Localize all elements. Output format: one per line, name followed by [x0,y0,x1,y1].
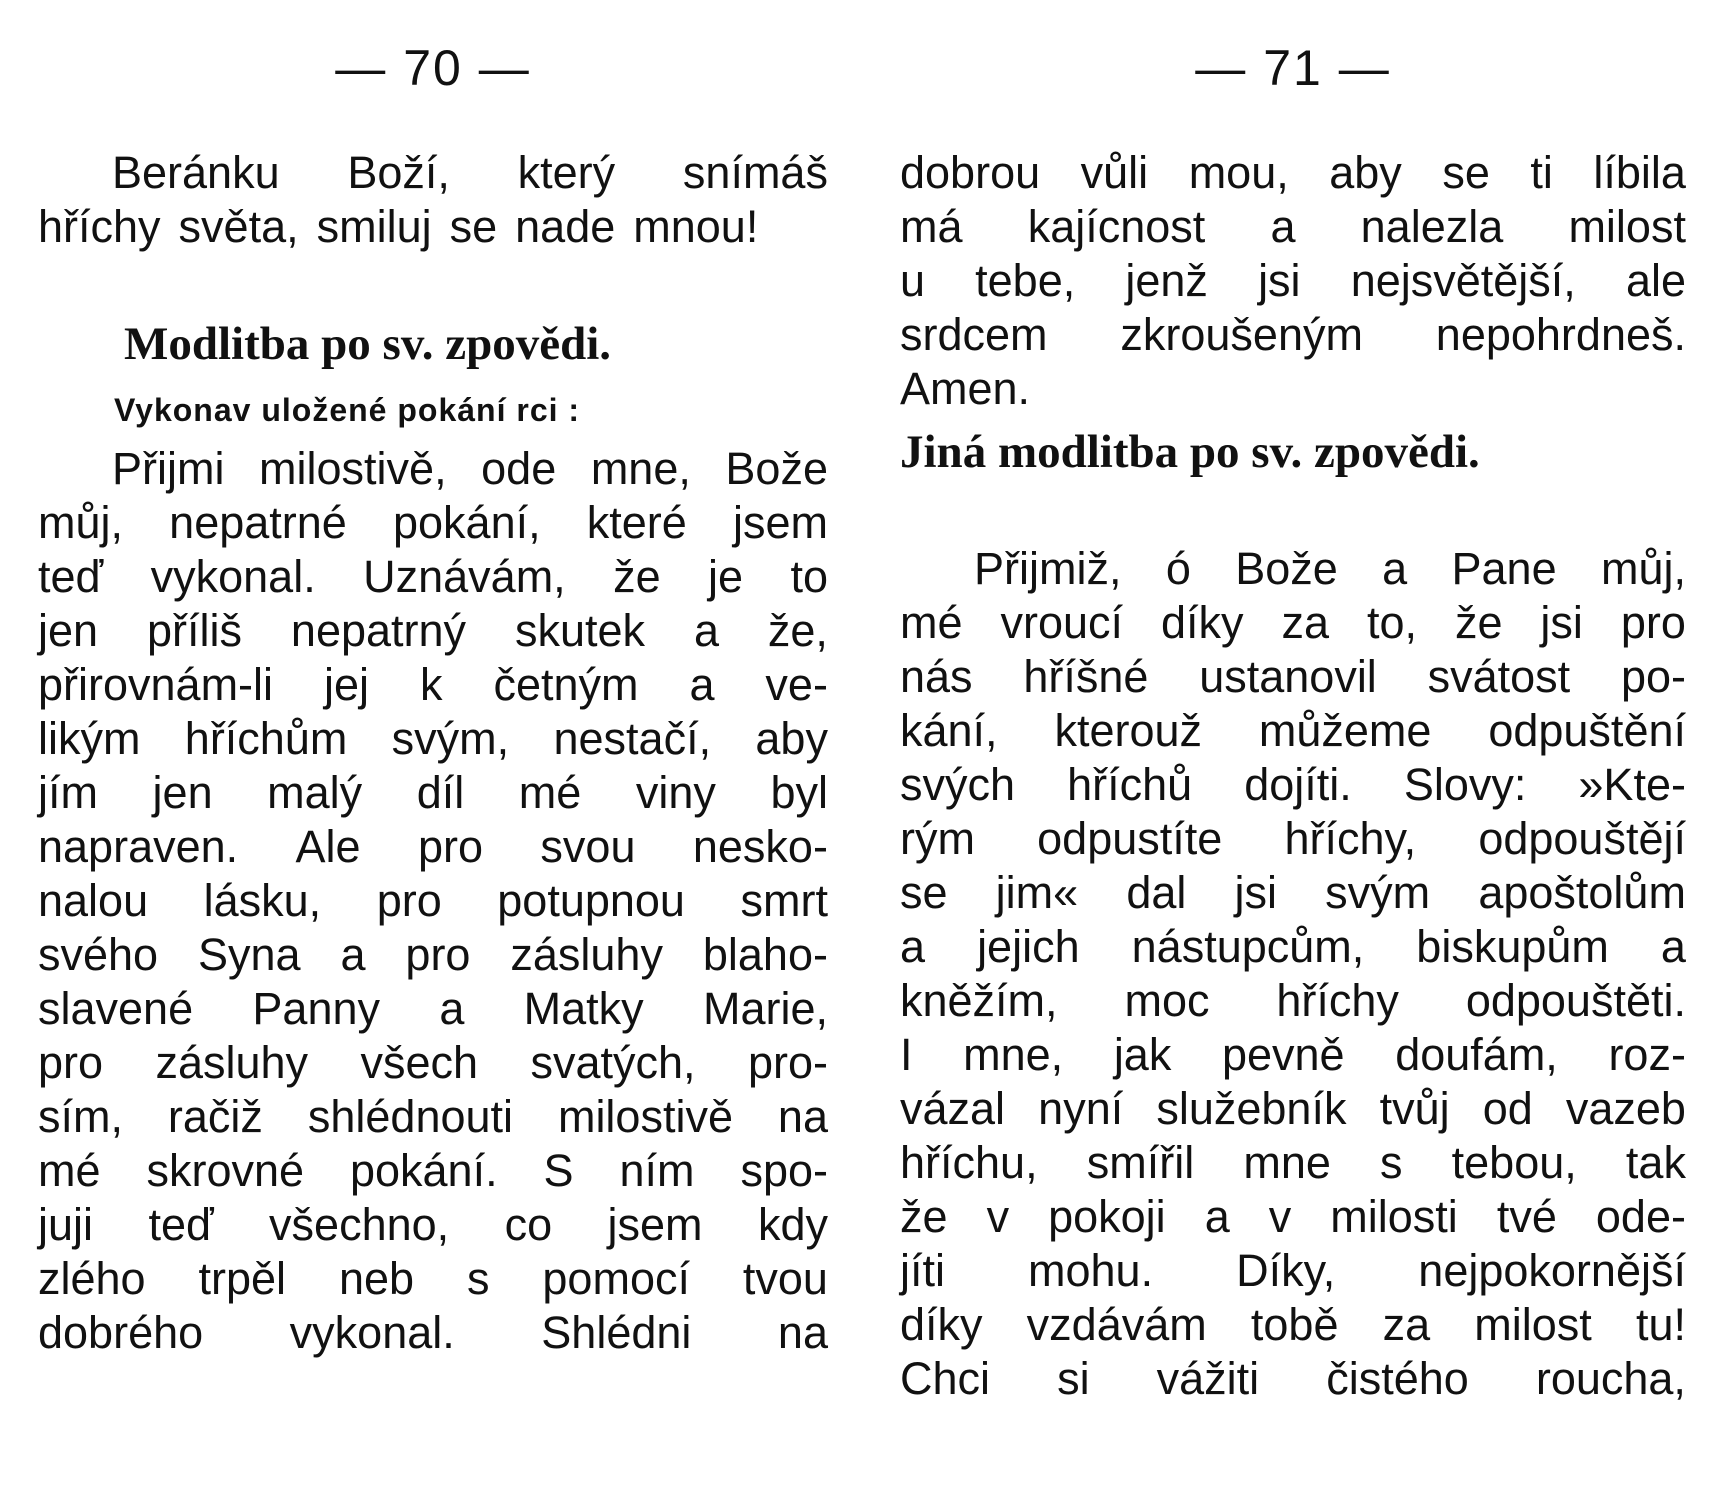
word: snímáš [682,147,828,198]
text-line [38,1252,828,1306]
word: S [543,1145,574,1196]
word: ode- [1595,1191,1686,1242]
word: jen [38,605,99,656]
word: jej [324,659,370,710]
word: jak [1113,1029,1172,1080]
word: a [1270,201,1296,252]
word: jím [38,767,98,818]
word: sím, [38,1091,123,1142]
word: že [900,1191,948,1242]
word: se [449,201,498,252]
word: pro- [747,1037,828,1088]
left-intro-paragraph [38,146,828,254]
word: svým [1325,867,1431,918]
word: Matky [523,983,644,1034]
word: Chci [900,1353,991,1404]
word: nepatrné [169,497,347,548]
text-line [900,254,1686,308]
word: pro [376,875,442,926]
word: a [693,605,719,656]
word: pokání, [392,497,541,548]
word: nejsvětější, [1350,255,1576,306]
word: račiž [167,1091,263,1142]
rubric-instruction: Vykonav uložené pokání rci : [114,392,581,428]
text-line [900,1190,1686,1244]
word: mou, [1188,147,1289,198]
word: mé [518,767,582,818]
word: shlédnouti [307,1091,514,1142]
word: nalezla [1360,201,1504,252]
text-line [900,1028,1686,1082]
word: díky [900,1299,983,1350]
word: apoštolům [1478,867,1686,918]
word: skutek [514,605,646,656]
word: a [900,921,926,972]
word: nade [515,201,616,252]
word: se [900,867,948,918]
left-page [38,0,828,1500]
word: nástupcům, [1131,921,1365,972]
word: potupnou [497,875,685,926]
word: a [1660,921,1686,972]
text-line [38,1090,828,1144]
word: Beránku [112,147,280,198]
word: kajícnost [1027,201,1206,252]
word: tvůj [1379,1083,1450,1134]
word: »Kte- [1578,759,1686,810]
word: kdy [757,1199,828,1250]
word: smrt [740,875,828,926]
text-line [38,1306,828,1360]
word: všech [360,1037,479,1088]
word: neb [338,1253,415,1304]
word: pomocí [542,1253,690,1304]
word: svatých, [530,1037,696,1088]
text-line [38,928,828,982]
right-body-paragraph [900,542,1686,1406]
word: nejpokornější [1418,1245,1686,1296]
left-section-heading: Modlitba po sv. zpovědi. [124,318,612,370]
word: který [517,147,616,198]
word: můj, [38,497,124,548]
word: hříchy [38,201,161,252]
word: svou [540,821,636,872]
text-line [900,650,1686,704]
text-line [38,766,828,820]
word: se [1442,147,1490,198]
word: zásluhy [510,929,663,980]
text-line [900,542,1686,596]
word: nyní [1038,1083,1124,1134]
text-line [900,362,1686,416]
text-line [38,604,828,658]
word: díl [416,767,465,818]
word: Uznávám, [363,551,566,602]
word: dobrého [38,1307,204,1358]
word: tvé [1496,1191,1557,1242]
word: jsi [1234,867,1278,918]
word: Díky, [1236,1245,1336,1296]
word: líbila [1593,147,1686,198]
word: svého [38,929,159,980]
text-line [38,820,828,874]
word: Bože [725,443,828,494]
word: ním [619,1145,695,1196]
word: blaho- [702,929,828,980]
word: milostivě, [259,443,447,494]
word: odpouštějí [1478,813,1686,864]
word: vazeb [1565,1083,1686,1134]
word: jim« [995,867,1079,918]
text-line [38,874,828,928]
word: pevně [1221,1029,1345,1080]
word: díky [1160,597,1244,648]
word: svým, [391,713,510,764]
word: pro [417,821,484,872]
text-line [900,974,1686,1028]
word: a [340,929,366,980]
word: odpustíte [1037,813,1223,864]
word: doufám, [1395,1029,1558,1080]
word: Shlédni [541,1307,692,1358]
word: že [1454,597,1503,648]
text-line [900,812,1686,866]
word: jejich [977,921,1080,972]
left-body-paragraph [38,442,828,1360]
word: teď [38,551,104,602]
text-line [38,658,828,712]
word: s [1380,1137,1403,1188]
word: jíti [900,1245,945,1296]
right-section-heading: Jiná modlitba po sv. zpovědi. [900,426,1480,478]
text-line [900,308,1686,362]
word: v [1268,1191,1292,1242]
word: nepohrdneš. [1435,309,1686,360]
word: Bože [1235,543,1338,594]
word: vykonal. [289,1307,455,1358]
word: nestačí, [553,713,712,764]
text-line [900,200,1686,254]
word: kterouž [1054,705,1203,756]
word: svých [900,759,1016,810]
word: spo- [740,1145,828,1196]
word: milosti [1330,1191,1458,1242]
word: jsem [607,1199,703,1250]
word: můžeme [1258,705,1432,756]
word: mé [38,1145,101,1196]
word: mne [1243,1137,1331,1188]
word: četným [493,659,639,710]
text-line [38,712,828,766]
text-line [38,496,828,550]
text-line [900,704,1686,758]
word: má [900,201,963,252]
word: svátost [1427,651,1571,702]
word: u [900,255,926,306]
word: na [777,1307,828,1358]
word: aby [1329,147,1402,198]
word: srdcem [900,309,1048,360]
word: pro [405,929,471,980]
word: hříšné [1023,651,1149,702]
text-line [900,1082,1686,1136]
word: nalou [38,875,149,926]
word: Boží, [347,147,450,198]
word: Pane [1451,543,1557,594]
word: smiluj [316,201,432,252]
word: to, [1366,597,1417,648]
word: po- [1620,651,1686,702]
word: Přijmi [112,443,225,494]
word: a [689,659,715,710]
word: Ale [295,821,361,872]
word: mohu. [1028,1245,1154,1296]
text-line [38,442,828,496]
word: si [1057,1353,1090,1404]
word: v [986,1191,1010,1242]
word: likým [38,713,141,764]
word: to [790,551,828,602]
word: ti [1530,147,1553,198]
word: jsi [1540,597,1583,648]
word: rým [900,813,975,864]
word: I [900,1029,913,1080]
text-line [900,146,1686,200]
text-line [900,596,1686,650]
word: milostivě [557,1091,733,1142]
word: služebník [1156,1083,1347,1134]
word: Syna [198,929,301,980]
text-line [900,866,1686,920]
word: zásluhy [155,1037,309,1088]
word: biskupům [1416,921,1609,972]
word: aby [755,713,828,764]
word: jsi [1258,255,1301,306]
page-number-right: — 71 — [1195,40,1391,96]
word: moc [1124,975,1210,1026]
word: hříchům [184,713,348,764]
word: ó [1165,543,1191,594]
word: hříchu, [900,1137,1038,1188]
word: nepatrný [290,605,467,656]
word: je [708,551,744,602]
word: slavené [38,983,194,1034]
word: nesko- [692,821,828,872]
word: čistého [1326,1353,1469,1404]
word: přirovnám-li [38,659,274,710]
word: pokoji [1048,1191,1166,1242]
word: příliš [146,605,242,656]
word: byl [770,767,828,818]
word: ve- [765,659,828,710]
word: vzdávám [1026,1299,1207,1350]
text-line [38,1036,828,1090]
word: vykonal. [150,551,316,602]
word: roz- [1608,1029,1686,1080]
text-line [900,1352,1686,1406]
word: za [1281,597,1329,648]
word: které [586,497,687,548]
word: mne, [963,1029,1064,1080]
text-line [900,1136,1686,1190]
word: a [1382,543,1408,594]
word: vroucí [1000,597,1124,648]
text-line [38,550,828,604]
word: tu! [1635,1299,1686,1350]
text-line [38,982,828,1036]
word: dobrou [900,147,1041,198]
word: teď [148,1199,214,1250]
word: můj, [1600,543,1686,594]
word: tebou, [1451,1137,1577,1188]
word: pro [1620,597,1686,648]
word: co [504,1199,553,1250]
text-line [900,1244,1686,1298]
word: napraven. [38,821,239,872]
word: trpěl [198,1253,287,1304]
word: hříchy, [1284,813,1417,864]
text-line [900,920,1686,974]
word: Amen. [900,363,1031,414]
word: pokání. [349,1145,498,1196]
word: ale [1625,255,1686,306]
word: smířil [1086,1137,1195,1188]
word: na [777,1091,828,1142]
word: že [613,551,661,602]
right-page [900,0,1686,1500]
word: odpouštěti. [1465,975,1686,1026]
word: mé [900,597,963,648]
word: viny [635,767,716,818]
word: milost [1474,1299,1592,1350]
word: všechno, [269,1199,450,1250]
word: že, [767,605,828,656]
word: lásku, [203,875,322,926]
word: tak [1625,1137,1686,1188]
word: Přijmiž, [974,543,1122,594]
text-line [900,1298,1686,1352]
text-line [38,146,828,200]
word: Panny [252,983,381,1034]
text-line [900,758,1686,812]
word: a [439,983,465,1034]
word: juji [38,1199,94,1250]
word: mne, [590,443,691,494]
word: pro [38,1037,104,1088]
word: dojíti. [1244,759,1352,810]
page-number-left: — 70 — [335,40,531,96]
word: roucha, [1535,1353,1686,1404]
word: nás [900,651,973,702]
word: kněžím, [900,975,1058,1026]
word: od [1482,1083,1533,1134]
word: hříchy [1276,975,1399,1026]
word: odpuštění [1488,705,1686,756]
word: malý [267,767,363,818]
text-line [38,200,828,254]
word: Marie, [702,983,828,1034]
word: ustanovil [1199,651,1377,702]
word: tvou [742,1253,828,1304]
word: skrovné [146,1145,305,1196]
text-line [38,1198,828,1252]
word: tebe, [975,255,1076,306]
word: hříchů [1067,759,1193,810]
word: vázal [900,1083,1006,1134]
right-intro-paragraph [900,146,1686,416]
word: Slovy: [1403,759,1527,810]
word: zkroušeným [1120,309,1363,360]
word: milost [1568,201,1686,252]
word: za [1382,1299,1431,1350]
word: mnou! [633,201,759,252]
text-line [38,1144,828,1198]
word: zlého [38,1253,146,1304]
word: dal [1126,867,1187,918]
word: vážiti [1156,1353,1260,1404]
word: ode [481,443,557,494]
word: s [466,1253,490,1304]
word: k [419,659,443,710]
word: jsem [732,497,828,548]
word: světa, [178,201,299,252]
word: jen [152,767,213,818]
word: vůli [1080,147,1149,198]
word: tobě [1250,1299,1339,1350]
word: a [1204,1191,1230,1242]
word: kání, [900,705,998,756]
word: jenž [1125,255,1208,306]
